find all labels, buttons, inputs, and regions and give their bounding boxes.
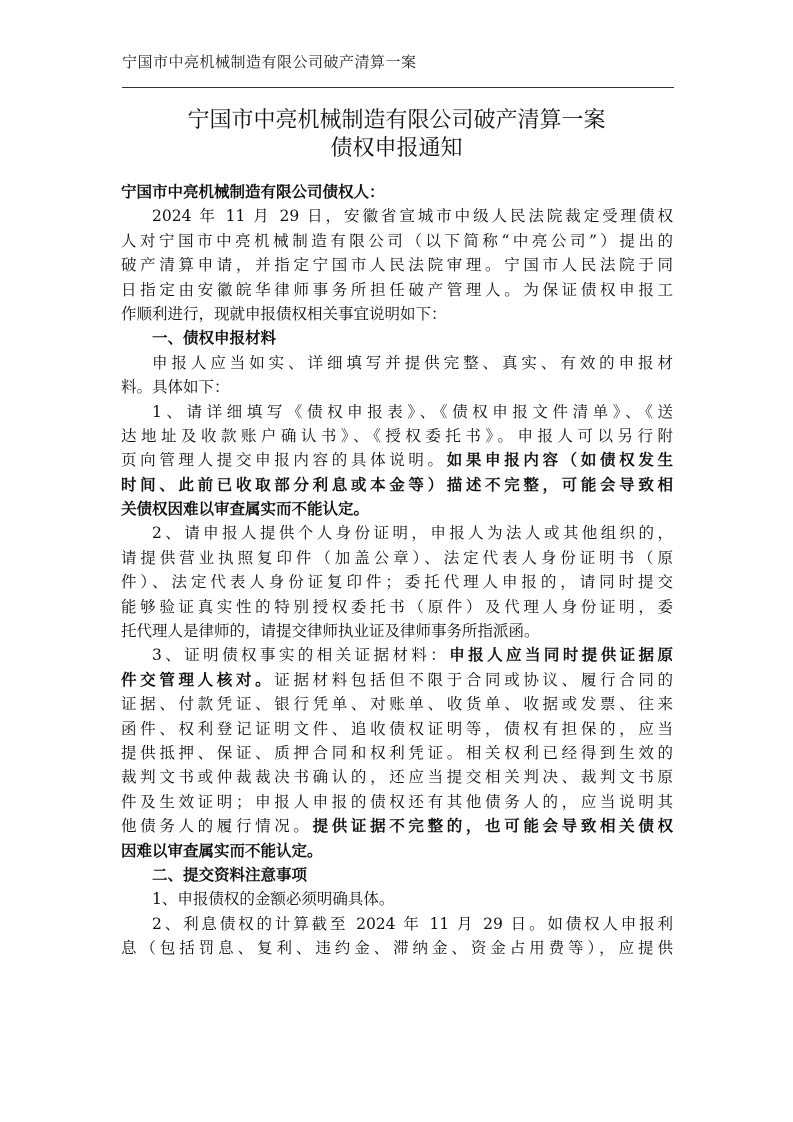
paragraph-line: 他债务人的履行情况。提供证据不完整的，也可能会导致相关债权: [121, 816, 673, 836]
paragraph-line: 能够验证真实性的特别授权委托书（原件）及代理人身份证明，委: [121, 597, 673, 616]
paragraph-line: 人对宁国市中亮机械制造有限公司（以下简称“中亮公司”）提出的: [121, 231, 673, 250]
paragraph-line: 托代理人是律师的，请提交律师执业证及律师事务所指派函。: [121, 622, 540, 641]
paragraph-line: 3、证明债权事实的相关证据材料：申报人应当同时提供证据原: [152, 645, 673, 665]
paragraph-line: 页向管理人提交申报内容的具体说明。如果申报内容（如债权发生: [121, 450, 673, 470]
paragraph-line: 因难以审查属实而不能认定。: [121, 840, 323, 860]
paragraph-line: 日指定由安徽皖华律师事务所担任破产管理人。为保证债权申报工: [121, 280, 673, 299]
paragraph-line: 1、申报债权的金额必须明确具体。: [152, 890, 395, 909]
paragraph-line: 件及生效证明；申报人申报的债权还有其他债务人的，应当说明其: [121, 792, 673, 811]
paragraph-line: 证据、付款凭证、银行凭单、对账单、收货单、收据或发票、往来: [121, 695, 673, 714]
salutation: 宁国市中亮机械制造有限公司债权人：: [121, 182, 385, 201]
emphasis-text: 件交管理人核对。: [121, 669, 275, 689]
paragraph-line: 函件、权利登记证明文件、追收债权证明等，债权有担保的，应当: [121, 719, 673, 738]
paragraph-line: 料。具体如下：: [121, 378, 230, 397]
paragraph-line: 一、债权申报材料: [152, 328, 277, 348]
paragraph-line: 件）、法定代表人身份证复印件；委托代理人申报的，请同时提交: [121, 573, 673, 592]
paragraph-line: 2、请申报人提供个人身份证明，申报人为法人或其他组织的，: [152, 524, 673, 543]
paragraph-line: 申报人应当如实、详细填写并提供完整、真实、有效的申报材: [152, 353, 673, 372]
paragraph-line: 1、请详细填写《债权申报表》、《债权申报文件清单》、《送: [152, 402, 673, 421]
paragraph-line: 时间、此前已收取部分利息或本金等）描述不完整，可能会导致相: [121, 474, 673, 494]
paragraph-line: 请提供营业执照复印件（加盖公章）、法定代表人身份证明书（原: [121, 548, 673, 567]
document-body: [121, 180, 673, 961]
paragraph-line: 息（包括罚息、复利、违约金、滞纳金、资金占用费等），应提供: [121, 939, 673, 958]
paragraph-line: 裁判文书或仲裁裁决书确认的，还应当提交相关判决、裁判文书原: [121, 768, 673, 787]
emphasis-text: 提供证据不完整的，也可能会导致相关债权: [312, 816, 673, 836]
emphasis-text: 如果申报内容（如债权发生: [446, 450, 673, 470]
paragraph-line: 关债权因难以审查属实而不能认定。: [121, 499, 370, 519]
paragraph-line: 达地址及收款账户确认书》、《授权委托书》。申报人可以另行附: [121, 426, 673, 445]
paragraph-line: 提供抵押、保证、质押合同和权利凭证。相关权利已经得到生效的: [121, 743, 673, 762]
emphasis-text: 申报人应当同时提供证据原: [449, 645, 673, 665]
paragraph-line: 2024 年 11 月 29 日，安徽省宣城市中级人民法院裁定受理债权: [152, 207, 673, 226]
paragraph-line: 二、提交资料注意事项: [152, 864, 308, 884]
paragraph-line: 2、利息债权的计算截至 2024 年 11 月 29 日。如债权人申报利: [152, 914, 673, 933]
document-title: 宁国市中亮机械制造有限公司破产清算一案: [187, 108, 606, 133]
header-divider: [122, 87, 674, 88]
paragraph-line: 破产清算申请，并指定宁国市人民法院审理。宁国市人民法院于同: [121, 256, 673, 275]
paragraph-line: 件交管理人核对。证据材料包括但不限于合同或协议、履行合同的: [121, 669, 673, 689]
paragraph-line: 作顺利进行，现就申报债权相关事宜说明如下：: [121, 304, 447, 323]
document-subtitle: 债权申报通知: [330, 136, 463, 161]
running-header: 宁国市中亮机械制造有限公司破产清算一案: [122, 53, 417, 71]
